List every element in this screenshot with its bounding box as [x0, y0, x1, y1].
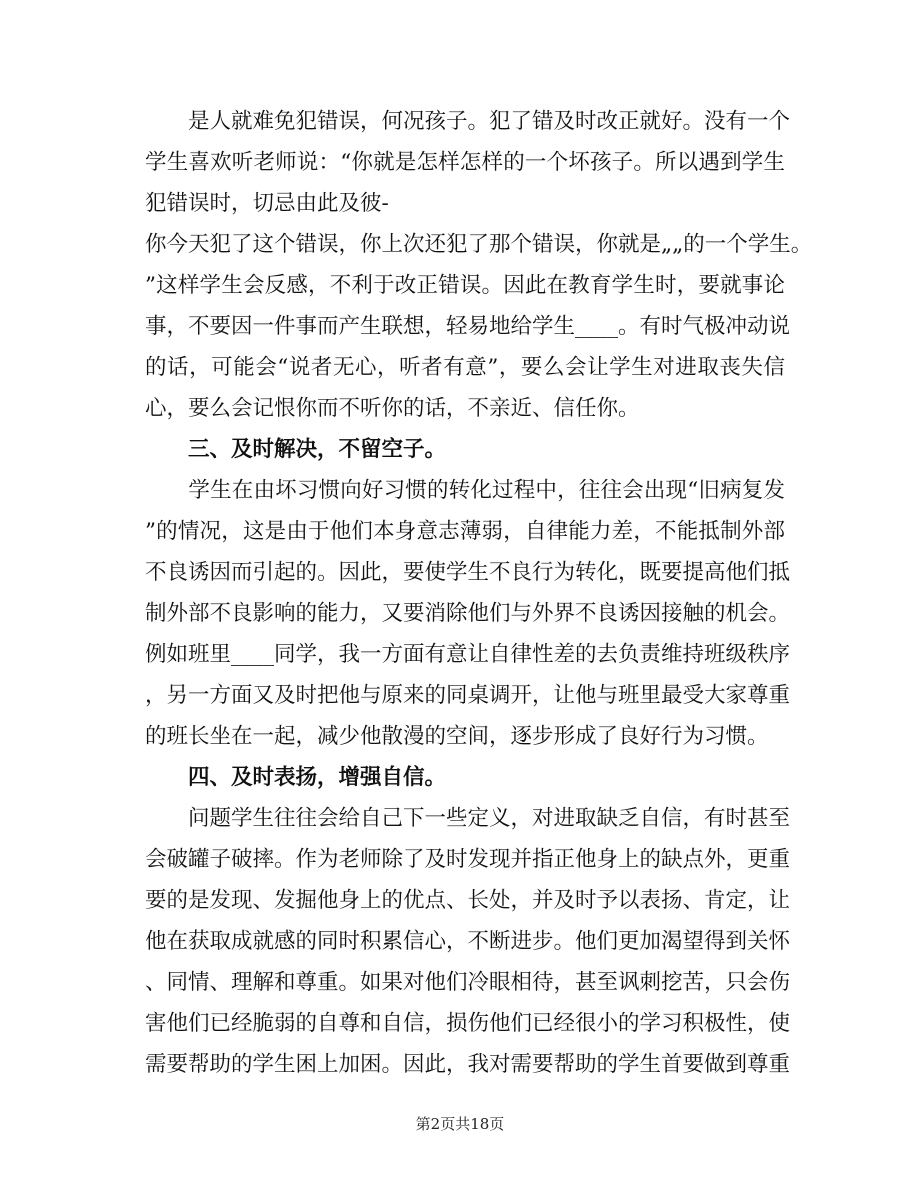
text-line: 学生在由坏习惯向好习惯的转化过程中，往往会出现“旧病复发	[145, 478, 785, 503]
text-line: 例如班里____同学，我一方面有意让自律性差的去负责维持班级秩序	[145, 642, 791, 667]
text-line: 犯错误时，切忌由此及彼-	[145, 191, 389, 216]
text-line: ，另一方面又及时把他与原来的同桌调开，让他与班里最受大家尊重	[145, 683, 791, 708]
text-line: 需要帮助的学生困上加困。因此，我对需要帮助的学生首要做到尊重	[145, 1052, 791, 1077]
text-line: 的话，可能会“说者无心，听者有意”，要么会让学生对进取丧失信	[145, 355, 785, 380]
page-number-footer: 第2页共18页	[415, 1115, 505, 1133]
text-line: ”的情况，这是由于他们本身意志薄弱，自律能力差，不能抵制外部	[145, 519, 785, 544]
text-line: 不良诱因而引起的。因此，要使学生不良行为转化，既要提高他们抵	[145, 560, 791, 585]
text-line: 要的是发现、发掘他身上的优点、长处，并及时予以表扬、肯定，让	[145, 888, 791, 913]
text-line: 害他们已经脆弱的自尊和自信，损伤他们已经很小的学习积极性，使	[145, 1011, 791, 1036]
text-line: 、同情、理解和尊重。如果对他们冷眼相待，甚至讽刺挖苦，只会伤	[145, 970, 791, 995]
text-line: 学生喜欢听老师说：“你就是怎样怎样的一个坏孩子。所以遇到学生	[145, 150, 785, 175]
section-heading: 四、及时表扬，增强自信。	[145, 765, 447, 790]
text-line: 事，不要因一件事而产生联想，轻易地给学生____。有时气极冲动说	[145, 314, 791, 339]
text-line: 会破罐子破摔。作为老师除了及时发现并指正他身上的缺点外，更重	[145, 847, 791, 872]
text-line: 问题学生往往会给自己下一些定义，对进取缺乏自信，有时甚至	[145, 806, 791, 831]
text-line: 是人就难免犯错误，何况孩子。犯了错及时改正就好。没有一个	[145, 109, 791, 134]
text-line: 制外部不良影响的能力，又要消除他们与外界不良诱因接触的机会。	[145, 601, 791, 626]
text-line: 他在获取成就感的同时积累信心，不断进步。他们更加渴望得到关怀	[145, 929, 791, 954]
text-line: 的班长坐在一起，减少他散漫的空间，逐步形成了良好行为习惯。	[145, 724, 769, 749]
section-heading: 三、及时解决，不留空子。	[145, 437, 447, 462]
text-line: ”这样学生会反感，不利于改正错误。因此在教育学生时，要就事论	[145, 273, 785, 298]
text-line: 心，要么会记恨你而不听你的话，不亲近、信任你。	[145, 396, 640, 421]
text-line: 你今天犯了这个错误，你上次还犯了那个错误，你就是„„的一个学生。	[145, 232, 813, 257]
